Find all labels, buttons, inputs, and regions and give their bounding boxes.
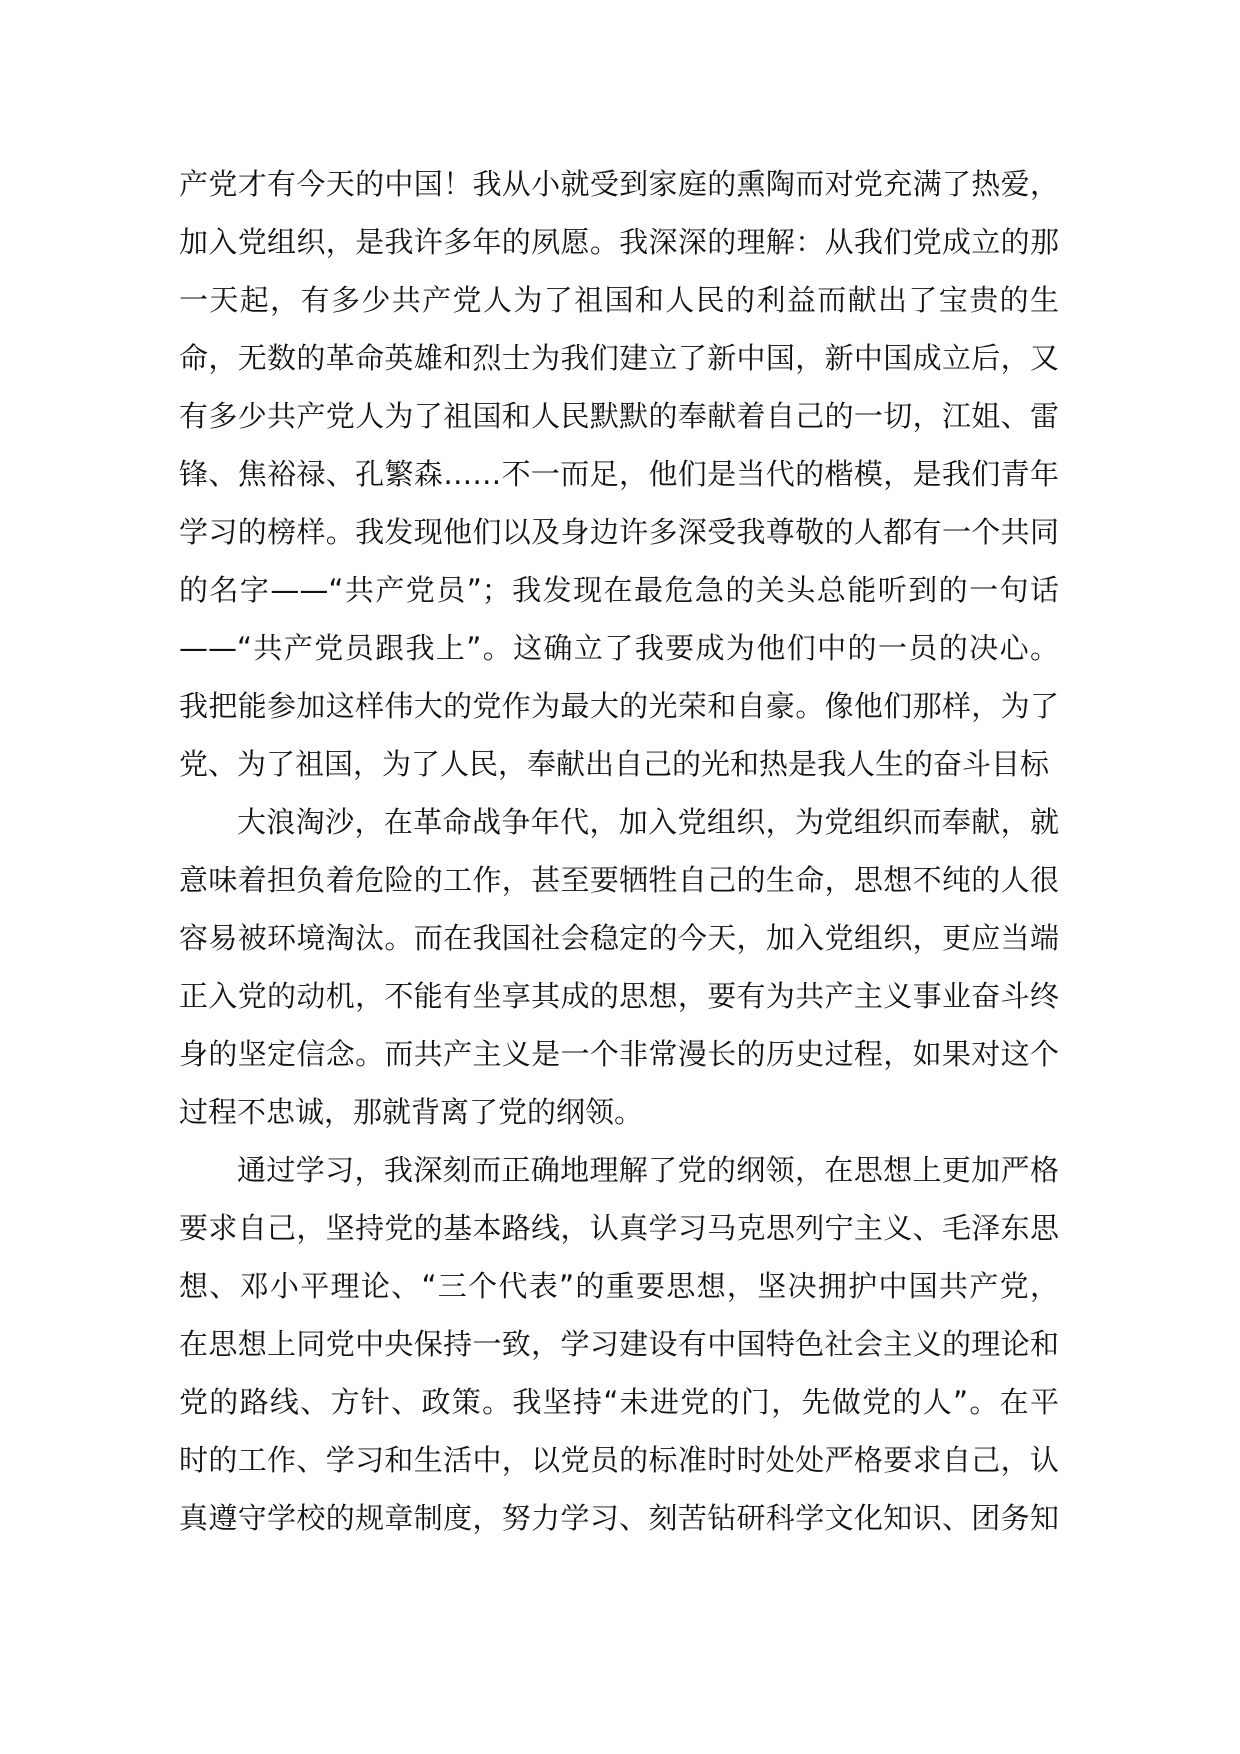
- text-line: 在思想上同党中央保持一致，学习建设有中国特色社会主义的理论和: [179, 1327, 1059, 1361]
- body-text: [179, 155, 1059, 1547]
- text-line: 正入党的动机，不能有坐享其成的思想，要有为共产主义事业奋斗终: [179, 979, 1059, 1013]
- text-line: 有多少共产党人为了祖国和人民默默的奉献着自己的一切，江姐、雷: [179, 399, 1059, 433]
- text-line: 命，无数的革命英雄和烈士为我们建立了新中国，新中国成立后，又: [179, 341, 1059, 375]
- text-line: 党的路线、方针、政策。我坚持“未进党的门，先做党的人”。在平: [179, 1385, 1059, 1419]
- text-line: 身的坚定信念。而共产主义是一个非常漫长的历史过程，如果对这个: [179, 1037, 1059, 1071]
- text-line: 真遵守学校的规章制度，努力学习、刻苦钻研科学文化知识、团务知: [179, 1501, 1059, 1535]
- text-line: 大浪淘沙，在革命战争年代，加入党组织，为党组织而奉献，就: [237, 805, 1059, 839]
- text-line: 我把能参加这样伟大的党作为最大的光荣和自豪。像他们那样，为了: [179, 689, 1059, 723]
- text-line: ——“共产党员跟我上”。这确立了我要成为他们中的一员的决心。: [179, 631, 1059, 665]
- text-line: 通过学习，我深刻而正确地理解了党的纲领，在思想上更加严格: [237, 1153, 1059, 1187]
- text-line: 过程不忠诚，那就背离了党的纲领。: [179, 1095, 644, 1129]
- paragraph: [179, 793, 1059, 1141]
- text-line: 意味着担负着危险的工作，甚至要牺牲自己的生命，思想不纯的人很: [179, 863, 1059, 897]
- text-line: 的名字——“共产党员”；我发现在最危急的关头总能听到的一句话: [179, 573, 1059, 607]
- text-line: 党、为了祖国，为了人民，奉献出自己的光和热是我人生的奋斗目标: [179, 747, 1050, 781]
- text-line: 时的工作、学习和生活中，以党员的标准时时处处严格要求自己，认: [179, 1443, 1059, 1477]
- paragraph: [179, 155, 1059, 793]
- text-line: 加入党组织，是我许多年的夙愿。我深深的理解：从我们党成立的那: [179, 225, 1059, 259]
- text-line: 锋、焦裕禄、孔繁森……不一而足，他们是当代的楷模，是我们青年: [179, 457, 1059, 491]
- text-line: 一天起，有多少共产党人为了祖国和人民的利益而献出了宝贵的生: [179, 283, 1059, 317]
- paragraph: [179, 1141, 1059, 1547]
- text-line: 要求自己，坚持党的基本路线，认真学习马克思列宁主义、毛泽东思: [179, 1211, 1059, 1245]
- text-line: 学习的榜样。我发现他们以及身边许多深受我尊敬的人都有一个共同: [179, 515, 1059, 549]
- text-line: 产党才有今天的中国！我从小就受到家庭的熏陶而对党充满了热爱，: [179, 167, 1059, 201]
- text-line: 想、邓小平理论、“三个代表”的重要思想，坚决拥护中国共产党，: [179, 1269, 1059, 1303]
- text-line: 容易被环境淘汰。而在我国社会稳定的今天，加入党组织，更应当端: [179, 921, 1059, 955]
